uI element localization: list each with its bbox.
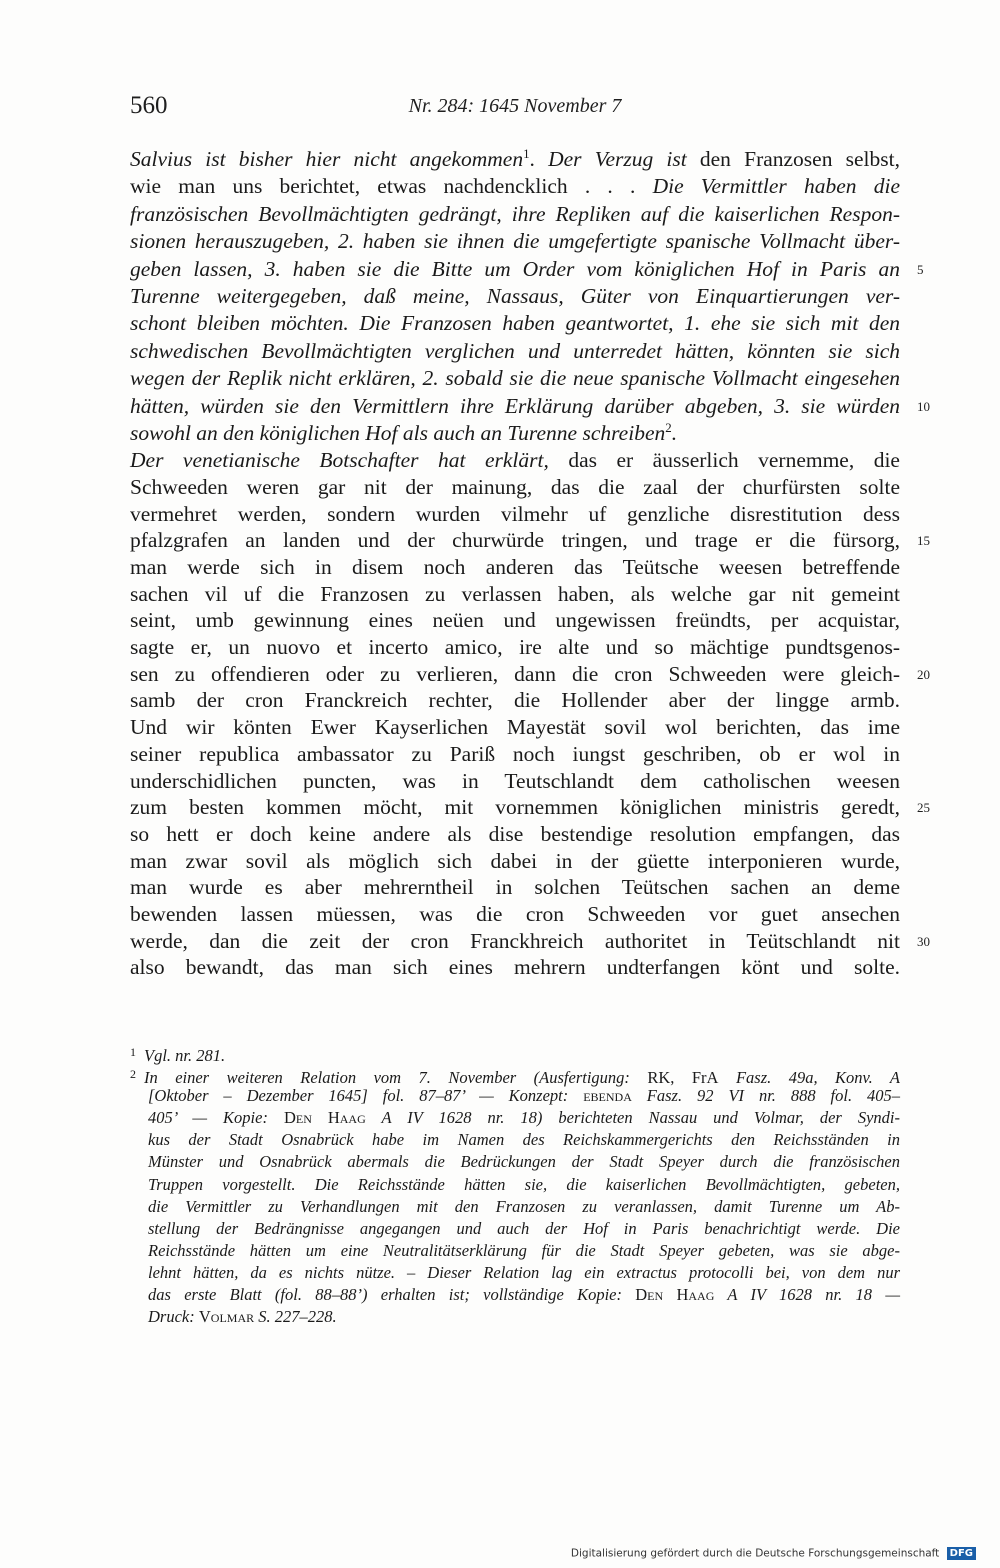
footnote-line <box>130 1284 900 1306</box>
text-line <box>130 420 900 447</box>
text-line <box>130 283 900 310</box>
line-number: 20 <box>917 666 930 682</box>
text-line <box>130 954 900 981</box>
text-line <box>130 393 930 420</box>
text-line <box>130 201 900 228</box>
footnote-start <box>130 1063 901 1088</box>
text-run: hätten, würden sie den Vermittlern ihre Erklärung darüber abgeben, 3. sie würden <box>130 393 900 418</box>
text-line <box>130 146 900 173</box>
text-run: Fasz. 49a, Konv. A <box>718 1068 901 1088</box>
footnote-line <box>130 1218 900 1240</box>
text-run: Der Verzug ist <box>548 147 687 171</box>
text-run: wegen der Replik nicht erklären, 2. sobald sie die neue spanische Vollmacht eingesehen <box>130 366 900 391</box>
text-line <box>130 714 900 741</box>
text-run: sagte er, un nuovo et incerto amico, ire alte und so mächtige pundtsgenos- <box>130 635 900 660</box>
text-run: französischen Bevollmächtigten gedrängt, ihre Repliken auf die kaiserlichen Respon- <box>130 201 900 226</box>
line-number: 10 <box>917 398 930 414</box>
text-line <box>130 794 930 821</box>
text-run: lehnt hätten, da es nichts nütze. – Dieser Relation lag ein extractus protocolli bei, von dem nur <box>148 1262 900 1282</box>
paragraph-quotation <box>130 447 930 981</box>
footnote-line <box>130 1306 900 1328</box>
small-caps-text: Volmar <box>198 1307 255 1327</box>
text-line <box>130 310 900 337</box>
text-run: A IV 1628 nr. 18 — <box>714 1285 900 1305</box>
text-run: underschidlichen puncten, was in Teutschlandt dem catholischen weesen <box>130 768 900 793</box>
text-run: den Franzosen selbst, <box>686 147 900 171</box>
footnote-number: 2 <box>130 1067 136 1082</box>
page-number: 560 <box>130 92 168 119</box>
text-line <box>130 256 924 283</box>
text-run: Schweeden weren gar nit der mainung, das die zaal der churfürsten solte <box>130 474 900 499</box>
text-run: so hett er doch keine andere als dise bestendige resolution empfangen, das <box>130 821 900 846</box>
footnote-line <box>130 1085 900 1107</box>
text-line <box>130 741 900 768</box>
text-line <box>130 661 930 688</box>
text-run: sen zu offendieren oder zu verlieren, dann die cron Schweeden were gleich- <box>130 661 900 686</box>
digitization-credit <box>571 1547 976 1560</box>
small-caps-text: Den Haag <box>635 1285 715 1305</box>
text-line <box>130 474 900 501</box>
text-run: RK, FrA <box>647 1068 719 1088</box>
text-run: seiner republica ambassator zu Pariß noch iungst geschriben, ob er wol in <box>130 741 900 766</box>
footnote-line <box>130 1240 900 1262</box>
text-run: Turenne weitergegeben, daß meine, Nassaus, Güter von Einquartierungen ver- <box>130 283 900 308</box>
running-title: Nr. 284: 1645 November 7 <box>408 95 622 117</box>
footnote-line <box>130 1196 900 1218</box>
text-run: man zwar sovil als möglich sich dabei in der güette interponieren wurde, <box>130 848 900 873</box>
text-line <box>130 928 930 955</box>
text-run: man werde sich in disem noch anderen das Teütsche weesen betreffende <box>130 555 900 580</box>
text-run: bewenden lassen müessen, was die cron Schweeden vor guet ansechen <box>130 901 900 926</box>
text-line <box>130 821 900 848</box>
text-run: Truppen vorgestellt. Die Reichsstände hätten sie, die kaiserlichen Bevollmächtigten, gebeten, <box>148 1174 900 1194</box>
credit-text: Digitalisierung gefördert durch die Deutsche Forschungsgemeinschaft <box>570 1547 940 1560</box>
text-line <box>130 228 900 255</box>
footnote-reference: 2 <box>665 420 672 435</box>
text-run: samb der cron Franckreich rechter, die Hollender aber der lingge armb. <box>130 688 900 713</box>
footnotes <box>130 1041 900 1328</box>
text-line <box>130 501 900 528</box>
text-run: sionen herauszugeben, 2. haben sie ihnen die umgefertigte spanische Vollmacht über- <box>130 229 900 254</box>
text-run: [Oktober – Dezember 1645] fol. 87–87’ — Konzept: <box>148 1086 584 1106</box>
line-number: 5 <box>917 261 924 277</box>
text-run: kus der Stadt Osnabrück habe im Namen des Reichskammergerichts den Reichsständen in <box>148 1130 900 1150</box>
footnote-reference: 1 <box>523 146 530 161</box>
text-run: das erste Blatt (fol. 88–88’) erhalten ist; vollständige Kopie: <box>148 1285 636 1305</box>
line-number: 15 <box>917 533 930 549</box>
text-run: . <box>671 420 678 445</box>
text-run: seint, umb gewinnung eines neüen und ungewissen freündts, per acquistar, <box>130 608 900 633</box>
text-line <box>130 447 900 474</box>
text-line <box>130 365 900 392</box>
text-run: schont bleiben möchten. Die Franzosen haben geantwortet, 1. ehe sie sich mit den <box>130 311 900 336</box>
small-caps-text: Den Haag <box>283 1108 366 1128</box>
line-number: 25 <box>917 800 930 816</box>
text-line <box>130 848 900 875</box>
text-run: S. 227–228. <box>254 1307 337 1327</box>
page-header <box>130 92 900 122</box>
main-text <box>130 146 930 981</box>
footnote-number: 1 <box>130 1045 136 1059</box>
text-run: Vgl. nr. 281. <box>144 1046 226 1065</box>
small-caps-text: ebenda <box>583 1086 632 1106</box>
text-run: Münster und Osnabrück abermals die Bedrückungen der Stadt Speyer durch die französischen <box>148 1152 900 1172</box>
text-run: das er äusserlich vernemme, die <box>548 448 900 473</box>
text-run: Reichsstände hätten um eine Neutralitätserklärung für die Stadt Speyer gebeten, was sie abge- <box>148 1240 900 1260</box>
text-run: geben lassen, 3. haben sie die Bitte um Order vom königlichen Hof in Paris an <box>130 256 900 281</box>
footnote-line <box>130 1262 900 1284</box>
text-run: schwedischen Bevollmächtigten verglichen und unterredet hätten, könnten sie sich <box>130 338 900 363</box>
text-run: pfalzgrafen an landen und der churwürde tringen, und trage er die fürsorg, <box>130 528 900 553</box>
text-run: also bewandt, das man sich eines mehrern undterfangen könt und solte. <box>130 955 900 980</box>
text-run: 405’ — Kopie: <box>148 1108 284 1128</box>
text-line <box>130 527 930 554</box>
text-run: Der venetianische Botschafter hat erklärt, <box>130 448 549 473</box>
dfg-logo-icon: DFG <box>947 1547 976 1560</box>
text-run: A IV 1628 nr. 18) berichteten Nassau und Volmar, der Syndi- <box>365 1108 900 1128</box>
text-run: Fasz. 92 VI nr. 888 fol. 405– <box>631 1086 901 1106</box>
paragraph-italic-summary <box>130 146 930 447</box>
text-line <box>130 634 900 661</box>
footnote-line <box>130 1129 900 1151</box>
footnote-line <box>130 1174 900 1196</box>
text-run: sachen vil uf die Franzosen zu verlassen haben, als welche gar nit gemeint <box>130 581 900 606</box>
text-line <box>130 874 900 901</box>
footnote-line <box>130 1151 900 1173</box>
text-run: sowohl an den königlichen Hof als auch an Turenne schreiben <box>130 420 666 445</box>
text-line <box>130 554 900 581</box>
text-run: wie man uns berichtet, etwas nachdencklich . . . <box>130 174 653 199</box>
footnote-line <box>130 1107 900 1129</box>
footnote-start <box>130 1041 900 1063</box>
line-number: 30 <box>917 933 930 949</box>
text-run: In einer weiteren Relation vom 7. November (Ausfertigung: <box>144 1068 648 1088</box>
text-run: stellung der Bedrängnisse angegangen und auch der Hof in Paris benachrichtigt werde. Die <box>148 1218 900 1238</box>
text-run: . <box>529 147 549 171</box>
text-line <box>130 607 900 634</box>
text-run: zum besten kommen möcht, mit vornemmen königlichen ministris geredt, <box>130 795 900 820</box>
text-line <box>130 687 900 714</box>
text-run: man wurde es aber mehrerntheil in solchen Teütschen sachen an deme <box>130 875 900 900</box>
text-run: die Vermittler zu Verhandlungen mit den Franzosen zu veranlassen, damit Turenne um Ab- <box>148 1196 900 1216</box>
text-run: werde, dan die zeit der cron Franckhreich authoritet in Teütschlandt nit <box>130 928 900 953</box>
text-run: Salvius ist bisher hier nicht angekommen <box>130 147 524 171</box>
text-run: Druck: <box>148 1307 199 1327</box>
text-line <box>130 768 900 795</box>
text-run: vermehret werden, sondern wurden vilmehr uf genzliche disrestitution dess <box>130 501 900 526</box>
text-line <box>130 901 900 928</box>
text-line <box>130 338 900 365</box>
text-line <box>130 581 900 608</box>
text-run: Die Vermittler haben die <box>652 174 901 199</box>
text-run: Und wir könten Ewer Kayserlichen Mayestät sovil wol berichten, das ime <box>130 715 900 740</box>
text-line <box>130 173 900 200</box>
